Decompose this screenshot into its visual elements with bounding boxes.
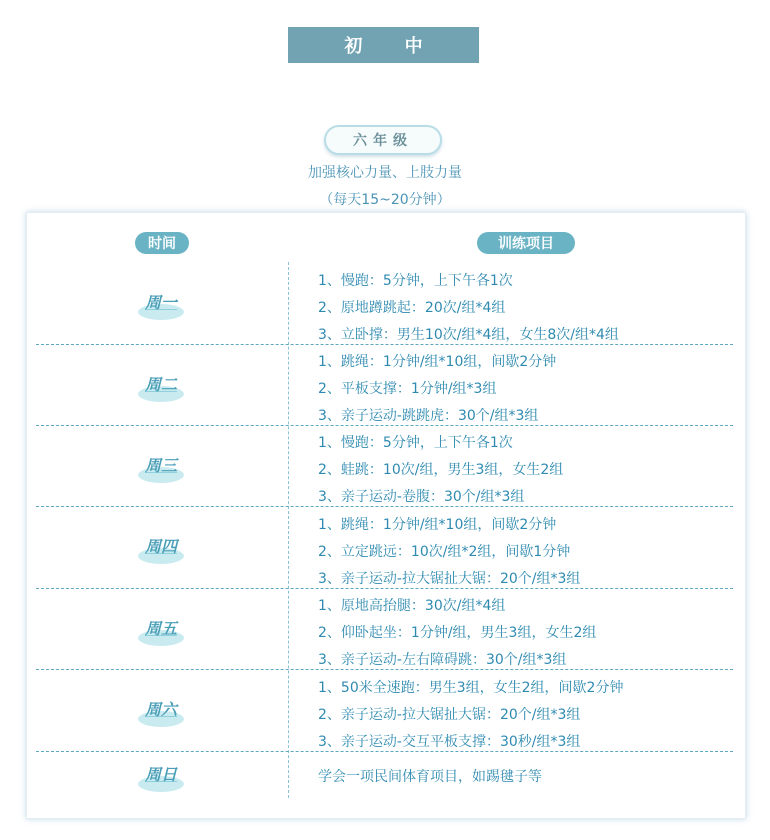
list-item: 3、亲子运动-跳跳虎：30个/组*3组 bbox=[318, 408, 539, 424]
list-item: 1、50米全速跑：男生3组，女生2组，间歇2分钟 bbox=[318, 680, 624, 696]
list-item: 1、慢跑：5分钟，上下午各1次 bbox=[318, 435, 513, 451]
list-item: 3、亲子运动-拉大锯扯大锯：20个/组*3组 bbox=[318, 571, 581, 587]
header-time: 时间 bbox=[135, 232, 189, 254]
list-item: 2、原地蹲跳起：20次/组*4组 bbox=[318, 300, 506, 316]
row-divider bbox=[36, 588, 733, 589]
day-label-fri bbox=[132, 616, 190, 652]
grade-badge: 六年级 bbox=[324, 125, 442, 155]
day-text: 周六 bbox=[144, 700, 177, 719]
list-item: 1、慢跑：5分钟，上下午各1次 bbox=[318, 273, 513, 289]
section-banner: 初 中 bbox=[288, 27, 479, 63]
list-item: 2、平板支撑：1分钟/组*3组 bbox=[318, 381, 497, 397]
row-divider bbox=[36, 669, 733, 670]
list-item: 3、立卧撑：男生10次/组*4组，女生8次/组*4组 bbox=[318, 327, 619, 343]
day-label-wed bbox=[132, 453, 190, 489]
daily-duration: （每天15~20分钟） bbox=[319, 192, 451, 208]
list-item: 3、亲子运动-交互平板支撑：30秒/组*3组 bbox=[318, 734, 581, 750]
day-label-sat bbox=[132, 697, 190, 733]
day-label-mon bbox=[132, 290, 190, 326]
row-divider bbox=[36, 506, 733, 507]
list-item: 3、亲子运动-卷腹：30个/组*3组 bbox=[318, 489, 525, 505]
column-divider bbox=[288, 262, 289, 798]
list-item: 2、蛙跳：10次/组，男生3组，女生2组 bbox=[318, 462, 564, 478]
day-label-thu bbox=[132, 534, 190, 570]
list-item: 1、跳绳：1分钟/组*10组，间歇2分钟 bbox=[318, 354, 557, 370]
training-focus: 加强核心力量、上肢力量 bbox=[308, 165, 462, 181]
list-item: 1、跳绳：1分钟/组*10组，间歇2分钟 bbox=[318, 517, 557, 533]
day-text: 周日 bbox=[144, 765, 177, 784]
day-text: 周三 bbox=[144, 456, 177, 475]
row-divider bbox=[36, 751, 733, 752]
list-item: 2、亲子运动-拉大锯扯大锯：20个/组*3组 bbox=[318, 707, 581, 723]
row-divider bbox=[36, 425, 733, 426]
day-label-sun bbox=[132, 762, 190, 798]
list-item: 3、亲子运动-左右障碍跳：30个/组*3组 bbox=[318, 652, 567, 668]
day-text: 周五 bbox=[144, 619, 177, 638]
day-text: 周四 bbox=[144, 537, 177, 556]
header-training-items: 训练项目 bbox=[477, 232, 575, 254]
row-divider bbox=[36, 344, 733, 345]
day-text: 周二 bbox=[144, 375, 177, 394]
list-item: 1、原地高抬腿：30次/组*4组 bbox=[318, 598, 506, 614]
list-item: 2、立定跳远：10次/组*2组，间歇1分钟 bbox=[318, 544, 571, 560]
list-item: 学会一项民间体育项目，如踢毽子等 bbox=[318, 769, 542, 785]
day-label-tue bbox=[132, 372, 190, 408]
day-text: 周一 bbox=[144, 293, 177, 312]
list-item: 2、仰卧起坐：1分钟/组，男生3组，女生2组 bbox=[318, 625, 597, 641]
